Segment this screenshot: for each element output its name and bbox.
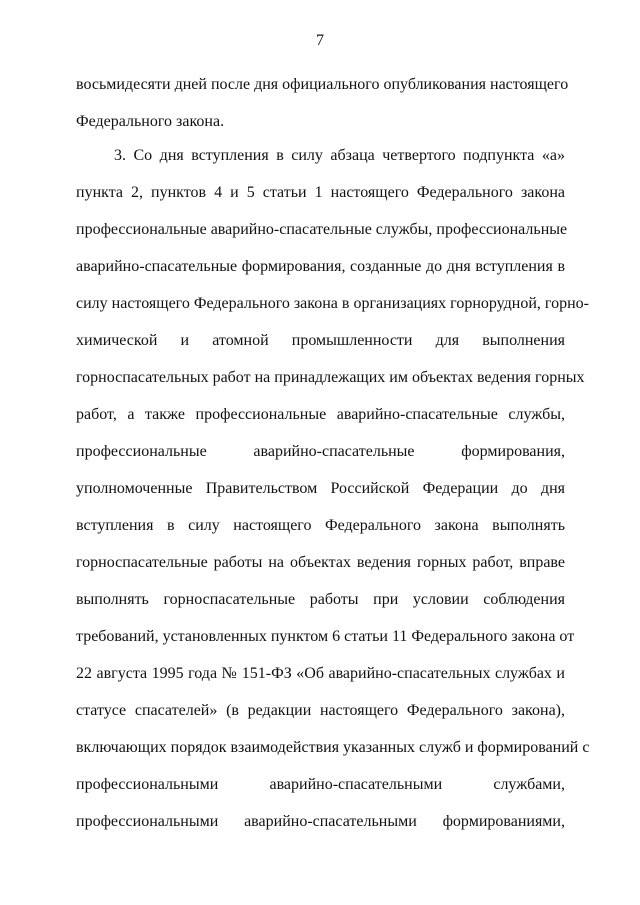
paragraph-3 (76, 137, 590, 840)
text-line: горноспасательные работы на объектах ведения горных работ, вправе (76, 554, 565, 571)
text-line: силу настоящего Федерального закона в организациях горнорудной, горно- (76, 295, 589, 312)
text-line: 22 августа 1995 года № 151-ФЗ «Об аварийно-спасательных службах и (76, 665, 565, 682)
text-line: требований, установленных пунктом 6 статьи 11 Федерального закона от (76, 628, 575, 645)
text-line: аварийно-спасательные формирования, созданные до дня вступления в (76, 258, 565, 275)
text-line: включающих порядок взаимодействия указанных служб и формирований с (76, 739, 590, 756)
text-line: вступления в силу настоящего Федерального закона выполнять (76, 517, 565, 534)
text-line: уполномоченные Правительством Российской Федерации до дня (76, 480, 565, 497)
text-line: пункта 2, пунктов 4 и 5 статьи 1 настоящего Федерального закона (76, 184, 565, 201)
text-line: Федерального закона. (76, 113, 225, 130)
text-line: статусе спасателей» (в редакции настоящего Федерального закона), (76, 702, 565, 719)
page-number: 7 (316, 32, 324, 49)
text-line: профессиональными аварийно-спасательными службами, (76, 776, 565, 793)
text-line: химической и атомной промышленности для выполнения (76, 332, 565, 349)
text-line: 3. Со дня вступления в силу абзаца четвертого подпункта «а» (114, 147, 565, 164)
text-line: работ, а также профессиональные аварийно-спасательные службы, (76, 406, 565, 423)
text-line: профессиональные аварийно-спасательные формирования, (76, 443, 565, 460)
text-line: восьмидесяти дней после дня официального опубликования настоящего (76, 76, 569, 93)
text-line: выполнять горноспасательные работы при условии соблюдения (76, 591, 565, 608)
paragraph-continuation (76, 66, 569, 140)
text-line: профессиональные аварийно-спасательные службы, профессиональные (76, 221, 568, 238)
text-line: горноспасательных работ на принадлежащих им объектах ведения горных (76, 369, 585, 386)
text-line: профессиональными аварийно-спасательными формированиями, (76, 813, 565, 830)
